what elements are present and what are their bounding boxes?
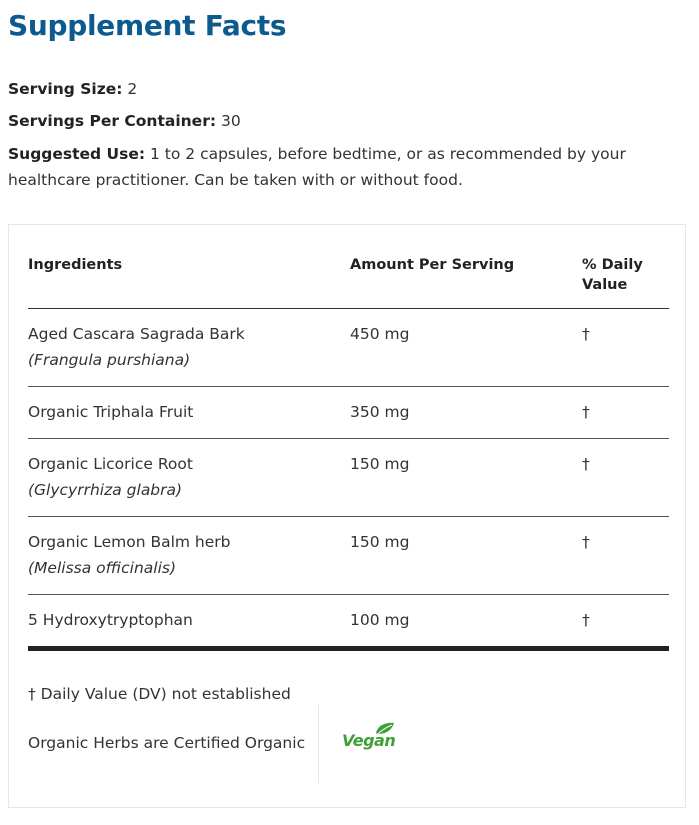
ingredient-latin: (Glycyrrhiza glabra) — [28, 481, 183, 499]
ingredient-name — [28, 451, 193, 503]
vegan-badge — [342, 721, 398, 755]
servings-per-container — [8, 108, 241, 134]
ingredient-dv: † — [582, 611, 590, 629]
ingredient-label: 5 Hydroxytryptophan — [28, 611, 193, 629]
serving-size-value: 2 — [122, 80, 138, 98]
ingredient-dv: † — [582, 533, 590, 551]
ingredient-label: Aged Cascara Sagrada Bark — [28, 325, 245, 343]
servings-per-container-value: 30 — [216, 112, 241, 130]
badge-divider — [318, 705, 319, 783]
ingredient-amount: 350 mg — [350, 403, 410, 421]
supplement-facts-panel — [8, 224, 686, 808]
header-ingredients: Ingredients — [28, 257, 123, 273]
ingredient-amount: 150 mg — [350, 455, 410, 473]
ingredient-label: Organic Lemon Balm herb — [28, 533, 231, 551]
suggested-use — [8, 141, 693, 193]
serving-size-label: Serving Size: — [8, 80, 123, 98]
ingredient-latin: (Melissa officinalis) — [28, 559, 177, 577]
row-divider — [28, 516, 669, 517]
ingredient-latin: (Frangula purshiana) — [28, 351, 191, 369]
header-amount: Amount Per Serving — [350, 257, 515, 273]
ingredient-name — [28, 399, 193, 425]
serving-size — [8, 76, 137, 102]
daily-value-footnote: † Daily Value (DV) not established — [28, 685, 291, 703]
ingredient-dv: † — [582, 403, 590, 421]
suggested-use-value: 1 to 2 capsules, before bedtime, or as recommended by your healthcare practitioner. Can be taken with or without food. — [8, 145, 626, 189]
suggested-use-label: Suggested Use: — [8, 145, 146, 163]
ingredient-amount: 450 mg — [350, 325, 410, 343]
organic-note: Organic Herbs are Certified Organic — [28, 734, 306, 752]
servings-per-container-label: Servings Per Container: — [8, 112, 217, 130]
header-daily-value: % Daily Value — [582, 257, 643, 293]
ingredient-label: Organic Triphala Fruit — [28, 403, 194, 421]
page-title: Supplement Facts — [8, 9, 287, 42]
vegan-badge-label: Vegan — [342, 731, 396, 750]
header-divider — [28, 308, 669, 309]
row-divider — [28, 438, 669, 439]
row-divider — [28, 594, 669, 595]
ingredient-dv: † — [582, 455, 590, 473]
ingredient-name — [28, 321, 245, 373]
ingredient-dv: † — [582, 325, 590, 343]
ingredient-amount: 150 mg — [350, 533, 410, 551]
ingredient-name — [28, 607, 193, 633]
ingredient-amount: 100 mg — [350, 611, 410, 629]
ingredient-name — [28, 529, 230, 581]
table-bottom-rule — [28, 646, 669, 651]
row-divider — [28, 386, 669, 387]
ingredient-label: Organic Licorice Root — [28, 455, 193, 473]
